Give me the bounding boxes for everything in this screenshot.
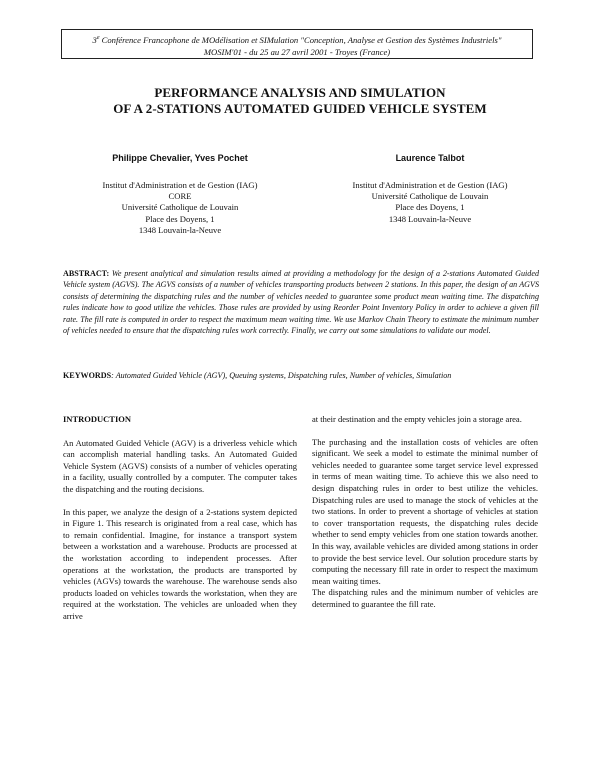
affiliation-line: Institut d'Administration et de Gestion (IAG)	[102, 180, 258, 190]
keywords-label: KEYWORDS	[63, 371, 112, 380]
abstract-text: We present analytical and simulation results aimed at providing a methodology for the design of a 2-stations Automated Guided Vehicle system (AGVS). The AGVS consists of a number of vehicles transporting products between 2 stations. In this paper, the design of an AGVS consists of determining the dispatching rules and the number of vehicles needed to guarantee some product mean waiting time. The dispatching rules indicate how to good utilize the vehicles. Those rules are provided by using Reorder Point Inventory Policy in order to achieve a given fill rate. The fill rate is computed in order to respect the maximum mean waiting time. We use Markov Chain Theory to estimate the minimum number of vehicles needed to ensure that the dispatching rules work correctly. Finally, we carry out some simulations to validate our model.	[63, 269, 539, 336]
body-column-left	[63, 414, 297, 623]
affiliation-line: Université Catholique de Louvain	[121, 202, 239, 213]
paper-title-line-1: PERFORMANCE ANALYSIS AND SIMULATION	[154, 85, 446, 100]
conference-ordinal: 3	[92, 34, 97, 45]
author-name-2: Laurence Talbot	[395, 153, 465, 163]
affiliation-line: Place des Doyens, 1	[145, 213, 215, 224]
keywords-text: : Automated Guided Vehicle (AGV), Queuing systems, Dispatching rules, Number of vehicles, Simulation	[111, 371, 452, 380]
paragraph: The purchasing and the installation costs of vehicles are often significant. We seek a model to estimate the minimal number of vehicles needed to guarantee some target service level expressed in terms of mean waiting time. To achieve this we also need to design dispatching rules in order to best utilize the vehicles. Dispatching rules are used to manage the stock of vehicles at the two stations. In order to prevent a shortage of vehicles at station to cover transportation requests, the dispatching rules decide whether to send empty vehicles from one station towards another. In this way, available vehicles are divided among stations in order to provide the best service level. Our solution procedure starts by computing the necessary fill rate in order to respect the maximum mean waiting times.	[312, 436, 538, 586]
paragraph: at their destination and the empty vehicles join a storage area.	[312, 414, 522, 424]
keywords	[63, 370, 543, 381]
author-affiliation-1	[60, 180, 300, 236]
affiliation-line: 1348 Louvain-la-Neuve	[138, 224, 222, 235]
section-heading-introduction: INTRODUCTION	[63, 414, 132, 424]
conference-header-box	[61, 29, 533, 59]
affiliation-line: Institut d'Administration et de Gestion (IAG)	[352, 180, 508, 190]
author-affiliation-2	[312, 180, 548, 225]
body-column-right	[312, 414, 538, 611]
affiliation-line: CORE	[168, 191, 192, 202]
affiliation-line: Place des Doyens, 1	[395, 202, 465, 213]
abstract-label: ABSTRACT:	[63, 269, 110, 278]
paper-title	[0, 85, 600, 117]
abstract	[63, 268, 539, 336]
author-name-1: Philippe Chevalier, Yves Pochet	[112, 153, 248, 163]
conference-line-2: MOSIM'01 - du 25 au 27 avril 2001 - Troyes (France)	[203, 46, 391, 57]
conference-title: Conférence Francophone de MOdélisation et SIMulation "Conception, Analyse et Gestion des Systèmes Industriels"	[99, 34, 502, 45]
paper-title-line-2: OF A 2-STATIONS AUTOMATED GUIDED VEHICLE SYSTEM	[113, 101, 487, 116]
paragraph: In this paper, we analyze the design of a 2-stations system depicted in Figure 1. This research is originated from a real case, which has to remain confidential. Imagine, for instance a transport system between a workstation and a warehouse. Products are processed at the workstation according to independent processes. After operations at the workstation, the products are transported by vehicles (AGVs) towards the warehouse. The warehouse sends also products loaded on vehicles towards the workstation, when they are required at the workstation. The vehicles are unloaded when they arrive	[63, 506, 297, 621]
affiliation-line: Université Catholique de Louvain	[371, 191, 489, 202]
paragraph: The dispatching rules and the minimum number of vehicles are determined to guarantee the fill rate.	[312, 587, 538, 609]
conference-line-1	[62, 32, 532, 46]
conference-ordinal-suffix: e	[96, 35, 100, 41]
affiliation-line: 1348 Louvain-la-Neuve	[388, 213, 472, 224]
paragraph: An Automated Guided Vehicle (AGV) is a driverless vehicle which can accomplish material handling tasks. An Automated Guided Vehicle System (AGVS) consists of a number of vehicles operating in a facility, usually controlled by a computer. The computer takes the dispatching and the routing decisions.	[63, 437, 297, 494]
